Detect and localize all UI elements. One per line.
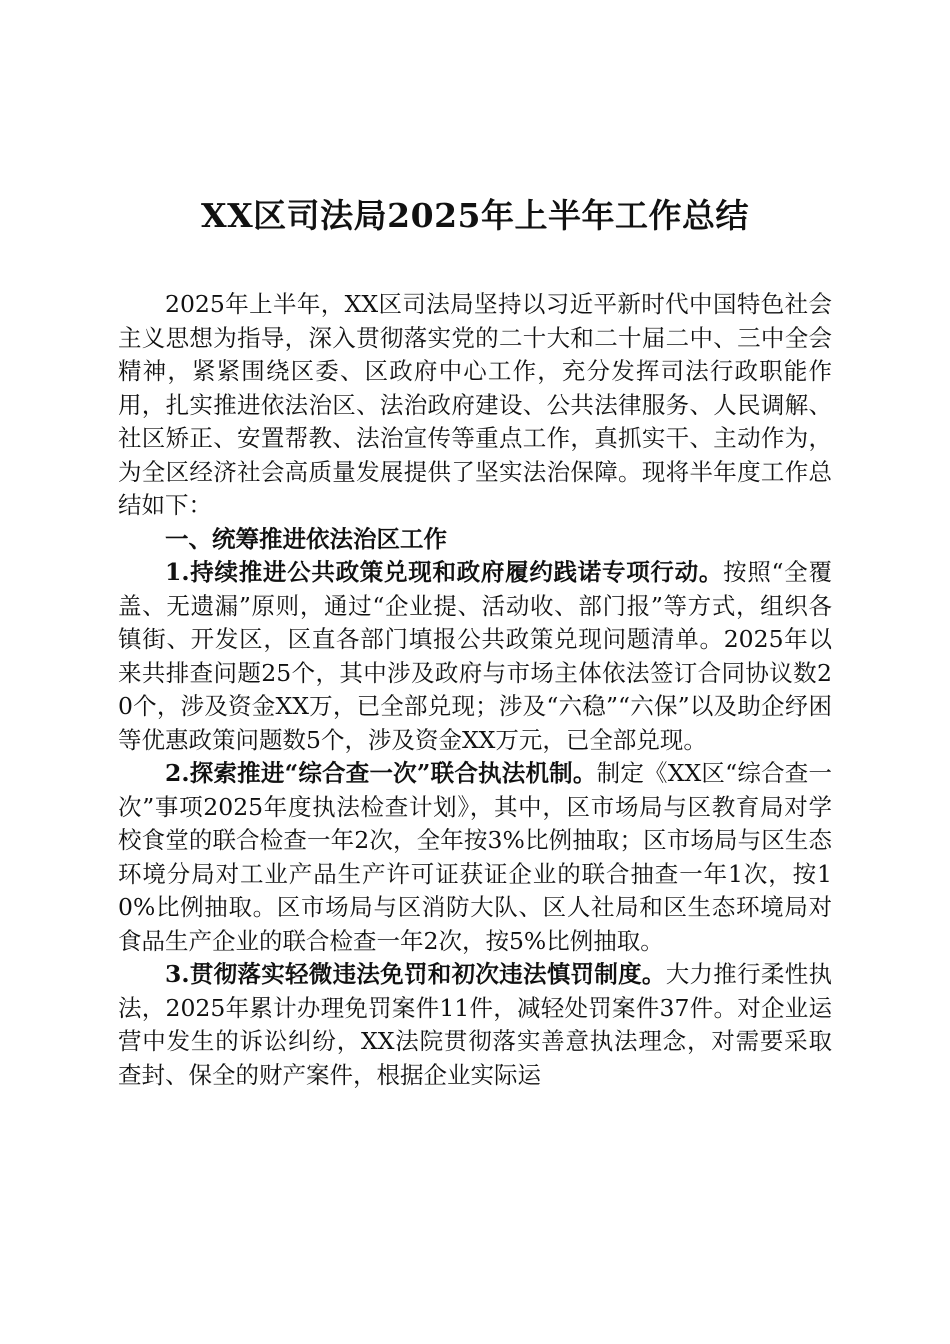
item-text-1: 按照“全覆盖、无遗漏”原则，通过“企业提、活动收、部门报”等方式，组织各镇街、开发区，区直各部门填报公共政策兑现问题清单。2025年以来共排查问题25个，其中涉及政府与市场主体依法签订合同协议数20个，涉及资金XX万，已全部兑现；涉及“六稳”“六保”以及助企纾困等优惠政策问题数5个，涉及资金XX万元，已全部兑现。 xyxy=(118,558,832,754)
document-page xyxy=(118,0,832,1344)
item-paragraph-2 xyxy=(118,757,832,958)
item-text-3: 大力推行柔性执法，2025年累计办理免罚案件11件，减轻处罚案件37件。对企业运营中发生的诉讼纠纷，XX法院贯彻落实善意执法理念，对需要采取查封、保全的财产案件，根据企业实际运 xyxy=(118,960,832,1089)
section-heading-1: 一、统筹推进依法治区工作 xyxy=(165,524,447,553)
document-title: XX区司法局2025年上半年工作总结 xyxy=(200,196,750,235)
item-lead-1: 1.持续推进公共政策兑现和政府履约践诺专项行动。 xyxy=(165,558,724,586)
item-paragraph-1 xyxy=(118,556,832,757)
document-body xyxy=(118,288,832,1092)
intro-paragraph: 2025年上半年，XX区司法局坚持以习近平新时代中国特色社会主义思想为指导，深入贯彻落实党的二十大和二十届二中、三中全会精神，紧紧围绕区委、区政府中心工作，充分发挥司法行政职能作用，扎实推进依法治区、法治政府建设、公共法律服务、人民调解、社区矫正、安置帮教、法治宣传等重点工作，真抓实干、主动作为，为全区经济社会高质量发展提供了坚实法治保障。现将半年度工作总结如下： xyxy=(118,290,832,519)
item-text-2: 制定《XX区“综合查一次”事项2025年度执法检查计划》，其中，区市场局与区教育局对学校食堂的联合检查一年2次，全年按3%比例抽取；区市场局与区生态环境分局对工业产品生产许可证获证企业的联合抽查一年1次，按10%比例抽取。区市场局与区消防大队、区人社局和区生态环境局对食品生产企业的联合检查一年2次，按5%比例抽取。 xyxy=(118,759,832,955)
item-paragraph-3 xyxy=(118,958,832,1092)
item-lead-2: 2.探索推进“综合查一次”联合执法机制。 xyxy=(165,759,597,787)
item-lead-3: 3.贯彻落实轻微违法免罚和初次违法慎罚制度。 xyxy=(165,960,666,988)
